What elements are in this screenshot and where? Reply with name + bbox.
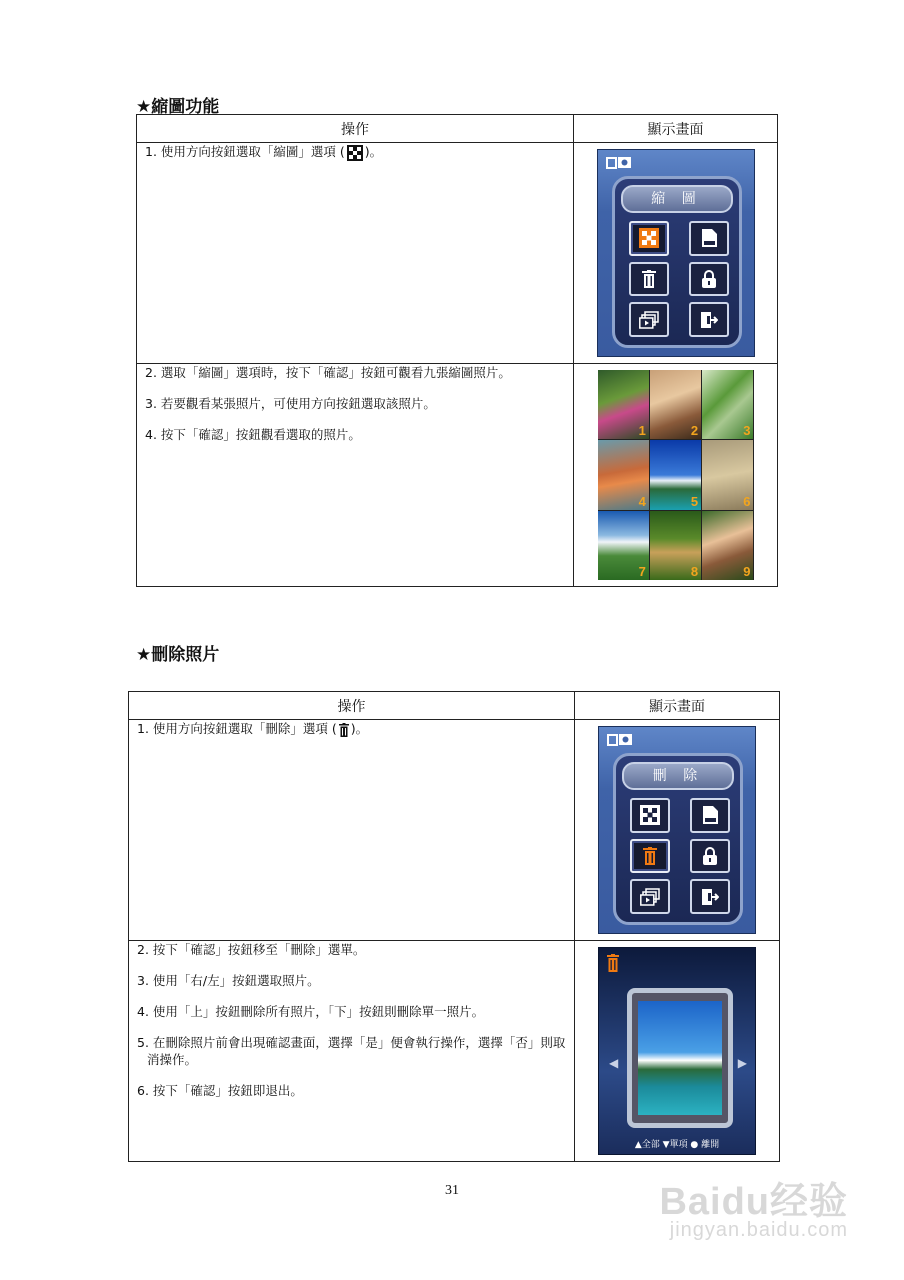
- thumbnail-table: [136, 114, 778, 587]
- menu-thumbnail-button[interactable]: [629, 221, 669, 256]
- step-1: [137, 143, 573, 161]
- dpof-icon: [701, 805, 719, 825]
- lock-icon: [701, 270, 717, 288]
- thumbnail-grid: [598, 370, 754, 580]
- thumbnail-icon: [639, 228, 659, 248]
- thumb-number: 7: [638, 564, 646, 579]
- trash-icon: [607, 954, 619, 972]
- thumb-number: 8: [690, 564, 699, 579]
- delete-screen: [598, 947, 756, 1155]
- menu-title: 刪 除: [622, 762, 734, 790]
- header-operation: 操作: [129, 692, 575, 720]
- step-cell: [137, 143, 574, 364]
- menu-thumbnail-button[interactable]: [630, 798, 670, 833]
- trash-icon: [339, 723, 349, 737]
- exit-icon: [701, 888, 719, 906]
- arrow-left-icon[interactable]: ◀: [609, 1056, 619, 1070]
- thumbnail-icon: [640, 805, 660, 825]
- thumb-number: 6: [743, 493, 751, 509]
- step-4: 4. 使用「上」按鈕刪除所有照片，「下」按鈕則刪除單一照片。: [137, 1004, 485, 1019]
- step-3: 3. 使用「右/左」按鈕選取照片。: [137, 973, 320, 988]
- menu-slideshow-button[interactable]: [629, 302, 669, 337]
- thumbnail-photo[interactable]: [650, 440, 701, 509]
- menu-protect-button[interactable]: [690, 839, 730, 874]
- menu-dpof-button[interactable]: [690, 798, 730, 833]
- header-display: 顯示畫面: [575, 692, 780, 720]
- trash-icon: [643, 847, 657, 865]
- menu-exit-button[interactable]: [689, 302, 729, 337]
- section-title-delete: ★刪除照片: [136, 645, 220, 665]
- step-cell: [137, 364, 574, 587]
- preview-photo: [638, 1001, 722, 1115]
- thumb-number: 4: [638, 493, 646, 509]
- dpof-icon: [700, 228, 718, 248]
- playback-camera-icon: [607, 731, 633, 747]
- menu-delete-button[interactable]: [630, 839, 670, 874]
- menu-protect-button[interactable]: [689, 262, 729, 297]
- exit-icon: [700, 311, 718, 329]
- menu-delete-button[interactable]: [629, 262, 669, 297]
- step-6: 6. 按下「確認」按鈕即退出。: [137, 1083, 303, 1098]
- step-3: 3. 若要觀看某張照片，可使用方向按鈕選取該照片。: [145, 396, 436, 411]
- playback-camera-icon: [606, 154, 632, 170]
- slideshow-icon: [639, 311, 659, 329]
- thumbnail-photo[interactable]: [650, 511, 701, 580]
- screen-cell: [574, 143, 778, 364]
- thumbnail-photo[interactable]: [650, 370, 701, 439]
- thumb-number: 5: [690, 493, 699, 509]
- camera-menu-delete: [598, 726, 756, 934]
- step-2: 2. 按下「確認」按鈕移至「刪除」選單。: [137, 942, 366, 957]
- menu-dpof-button[interactable]: [689, 221, 729, 256]
- screen-cell: [575, 941, 780, 1162]
- header-operation: 操作: [137, 115, 574, 143]
- delete-table: [128, 691, 780, 1162]
- thumb-number: 3: [743, 423, 751, 439]
- header-display: 顯示畫面: [574, 115, 778, 143]
- step-cell: [129, 720, 575, 941]
- arrow-right-icon[interactable]: ▶: [737, 1056, 747, 1070]
- thumb-number: 1: [638, 423, 646, 439]
- slideshow-icon: [640, 888, 660, 906]
- section-title-thumbnail: ★縮圖功能: [136, 97, 220, 117]
- watermark-url: jingyan.baidu.com: [669, 1219, 848, 1241]
- step-1-text-b: )。: [364, 144, 383, 159]
- thumbnail-photo[interactable]: [702, 511, 753, 580]
- screen-cell: [575, 720, 780, 941]
- step-4: 4. 按下「確認」按鈕觀看選取的照片。: [145, 427, 361, 442]
- menu-slideshow-button[interactable]: [630, 879, 670, 914]
- thumb-number: 2: [690, 423, 699, 439]
- thumbnail-photo[interactable]: [598, 370, 649, 439]
- trash-icon: [642, 270, 656, 288]
- watermark-brand: Baidu经验: [659, 1181, 848, 1223]
- lock-icon: [702, 847, 718, 865]
- delete-options-bar: ▲全部 ▼單項 ● 離開: [634, 1140, 720, 1150]
- step-cell: [129, 941, 575, 1162]
- step-1-text-a: 1. 使用方向按鈕選取「刪除」選項 (: [137, 721, 337, 736]
- thumbnail-photo[interactable]: [702, 370, 753, 439]
- camera-menu-thumbnail: [597, 149, 755, 357]
- screen-cell: [574, 364, 778, 587]
- step-1-text-a: 1. 使用方向按鈕選取「縮圖」選項 (: [145, 144, 345, 159]
- page-number: 31: [445, 1183, 459, 1198]
- menu-title: 縮 圖: [621, 185, 733, 213]
- watermark: [659, 1170, 848, 1242]
- thumbnail-photo[interactable]: [702, 440, 753, 509]
- step-2: 2. 選取「縮圖」選項時，按下「確認」按鈕可觀看九張縮圖照片。: [145, 365, 511, 380]
- step-1: [129, 720, 574, 737]
- thumbnail-photo[interactable]: [598, 440, 649, 509]
- thumbnail-icon: [347, 145, 363, 161]
- thumb-number: 9: [743, 564, 751, 579]
- menu-exit-button[interactable]: [690, 879, 730, 914]
- photo-frame: [627, 988, 733, 1128]
- step-5: 5. 在刪除照片前會出現確認畫面，選擇「是」便會執行操作，選擇「否」則取消操作。: [137, 1035, 566, 1067]
- step-1-text-b: )。: [350, 721, 369, 736]
- thumbnail-photo[interactable]: [598, 511, 649, 580]
